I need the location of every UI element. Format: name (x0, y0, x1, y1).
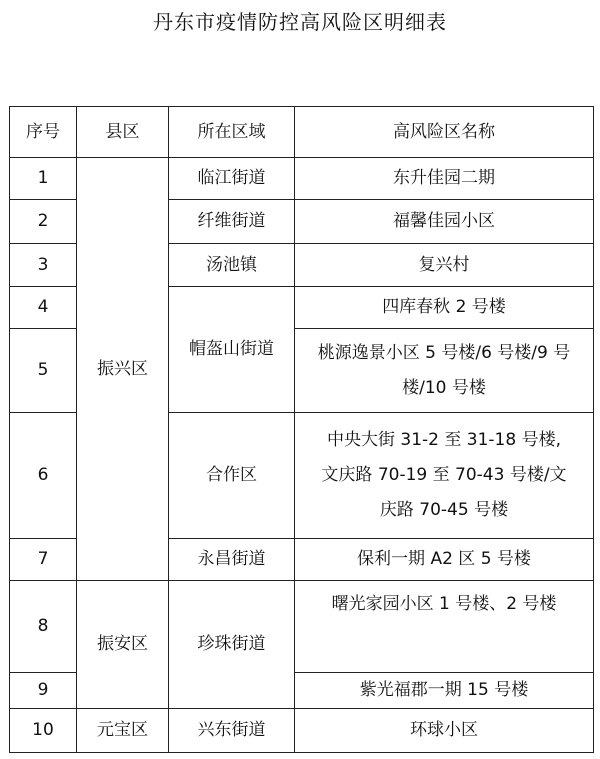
cell-no: 3 (10, 244, 77, 287)
cell-area: 永昌街道 (169, 539, 295, 581)
cell-name: 曙光家园小区 1 号楼、2 号楼 (295, 581, 594, 673)
table-row (10, 709, 594, 753)
cell-no: 8 (10, 581, 77, 673)
cell-area: 纤维街道 (169, 200, 295, 244)
name-line: 庆路 70-45 号楼 (379, 500, 509, 520)
cell-name: 东升佳园二期 (295, 158, 594, 200)
cell-area: 临江街道 (169, 158, 295, 200)
cell-name: 环球小区 (295, 709, 594, 753)
cell-area: 珍珠街道 (169, 581, 295, 709)
cell-no: 1 (10, 158, 77, 200)
header-county: 县区 (77, 107, 169, 158)
cell-county: 元宝区 (77, 709, 169, 753)
cell-area: 合作区 (169, 413, 295, 539)
cell-county: 振安区 (77, 581, 169, 709)
cell-name: 保利一期 A2 区 5 号楼 (295, 539, 594, 581)
cell-no: 4 (10, 287, 77, 329)
cell-name: 福馨佳园小区 (295, 200, 594, 244)
cell-no: 2 (10, 200, 77, 244)
name-line: 桃源逸景小区 5 号楼/6 号楼/9 号 (317, 342, 571, 363)
cell-no: 9 (10, 673, 77, 709)
cell-name: 四库春秋 2 号楼 (295, 287, 594, 329)
header-no: 序号 (10, 107, 77, 158)
high-risk-area-table (9, 106, 594, 753)
cell-no: 6 (10, 413, 77, 539)
cell-no: 5 (10, 329, 77, 413)
header-name: 高风险区名称 (295, 107, 594, 158)
cell-name: 紫光福郡一期 15 号楼 (295, 673, 594, 709)
header-area: 所在区域 (169, 107, 295, 158)
cell-county: 振兴区 (77, 158, 169, 581)
table-header-row (10, 107, 594, 158)
table-row (10, 581, 594, 673)
cell-name (295, 329, 594, 413)
cell-area: 汤池镇 (169, 244, 295, 287)
name-line: 文庆路 70-19 至 70-43 号楼/文 (321, 465, 567, 485)
table-row (10, 158, 594, 200)
cell-name: 复兴村 (295, 244, 594, 287)
name-line: 中央大街 31-2 至 31-18 号楼, (327, 430, 561, 450)
cell-area: 帽盔山街道 (169, 287, 295, 413)
cell-area: 兴东街道 (169, 709, 295, 753)
name-line: 楼/10 号楼 (402, 377, 486, 398)
cell-name (295, 413, 594, 539)
cell-no: 7 (10, 539, 77, 581)
page-title: 丹东市疫情防控高风险区明细表 (153, 10, 447, 34)
cell-no: 10 (10, 709, 77, 753)
